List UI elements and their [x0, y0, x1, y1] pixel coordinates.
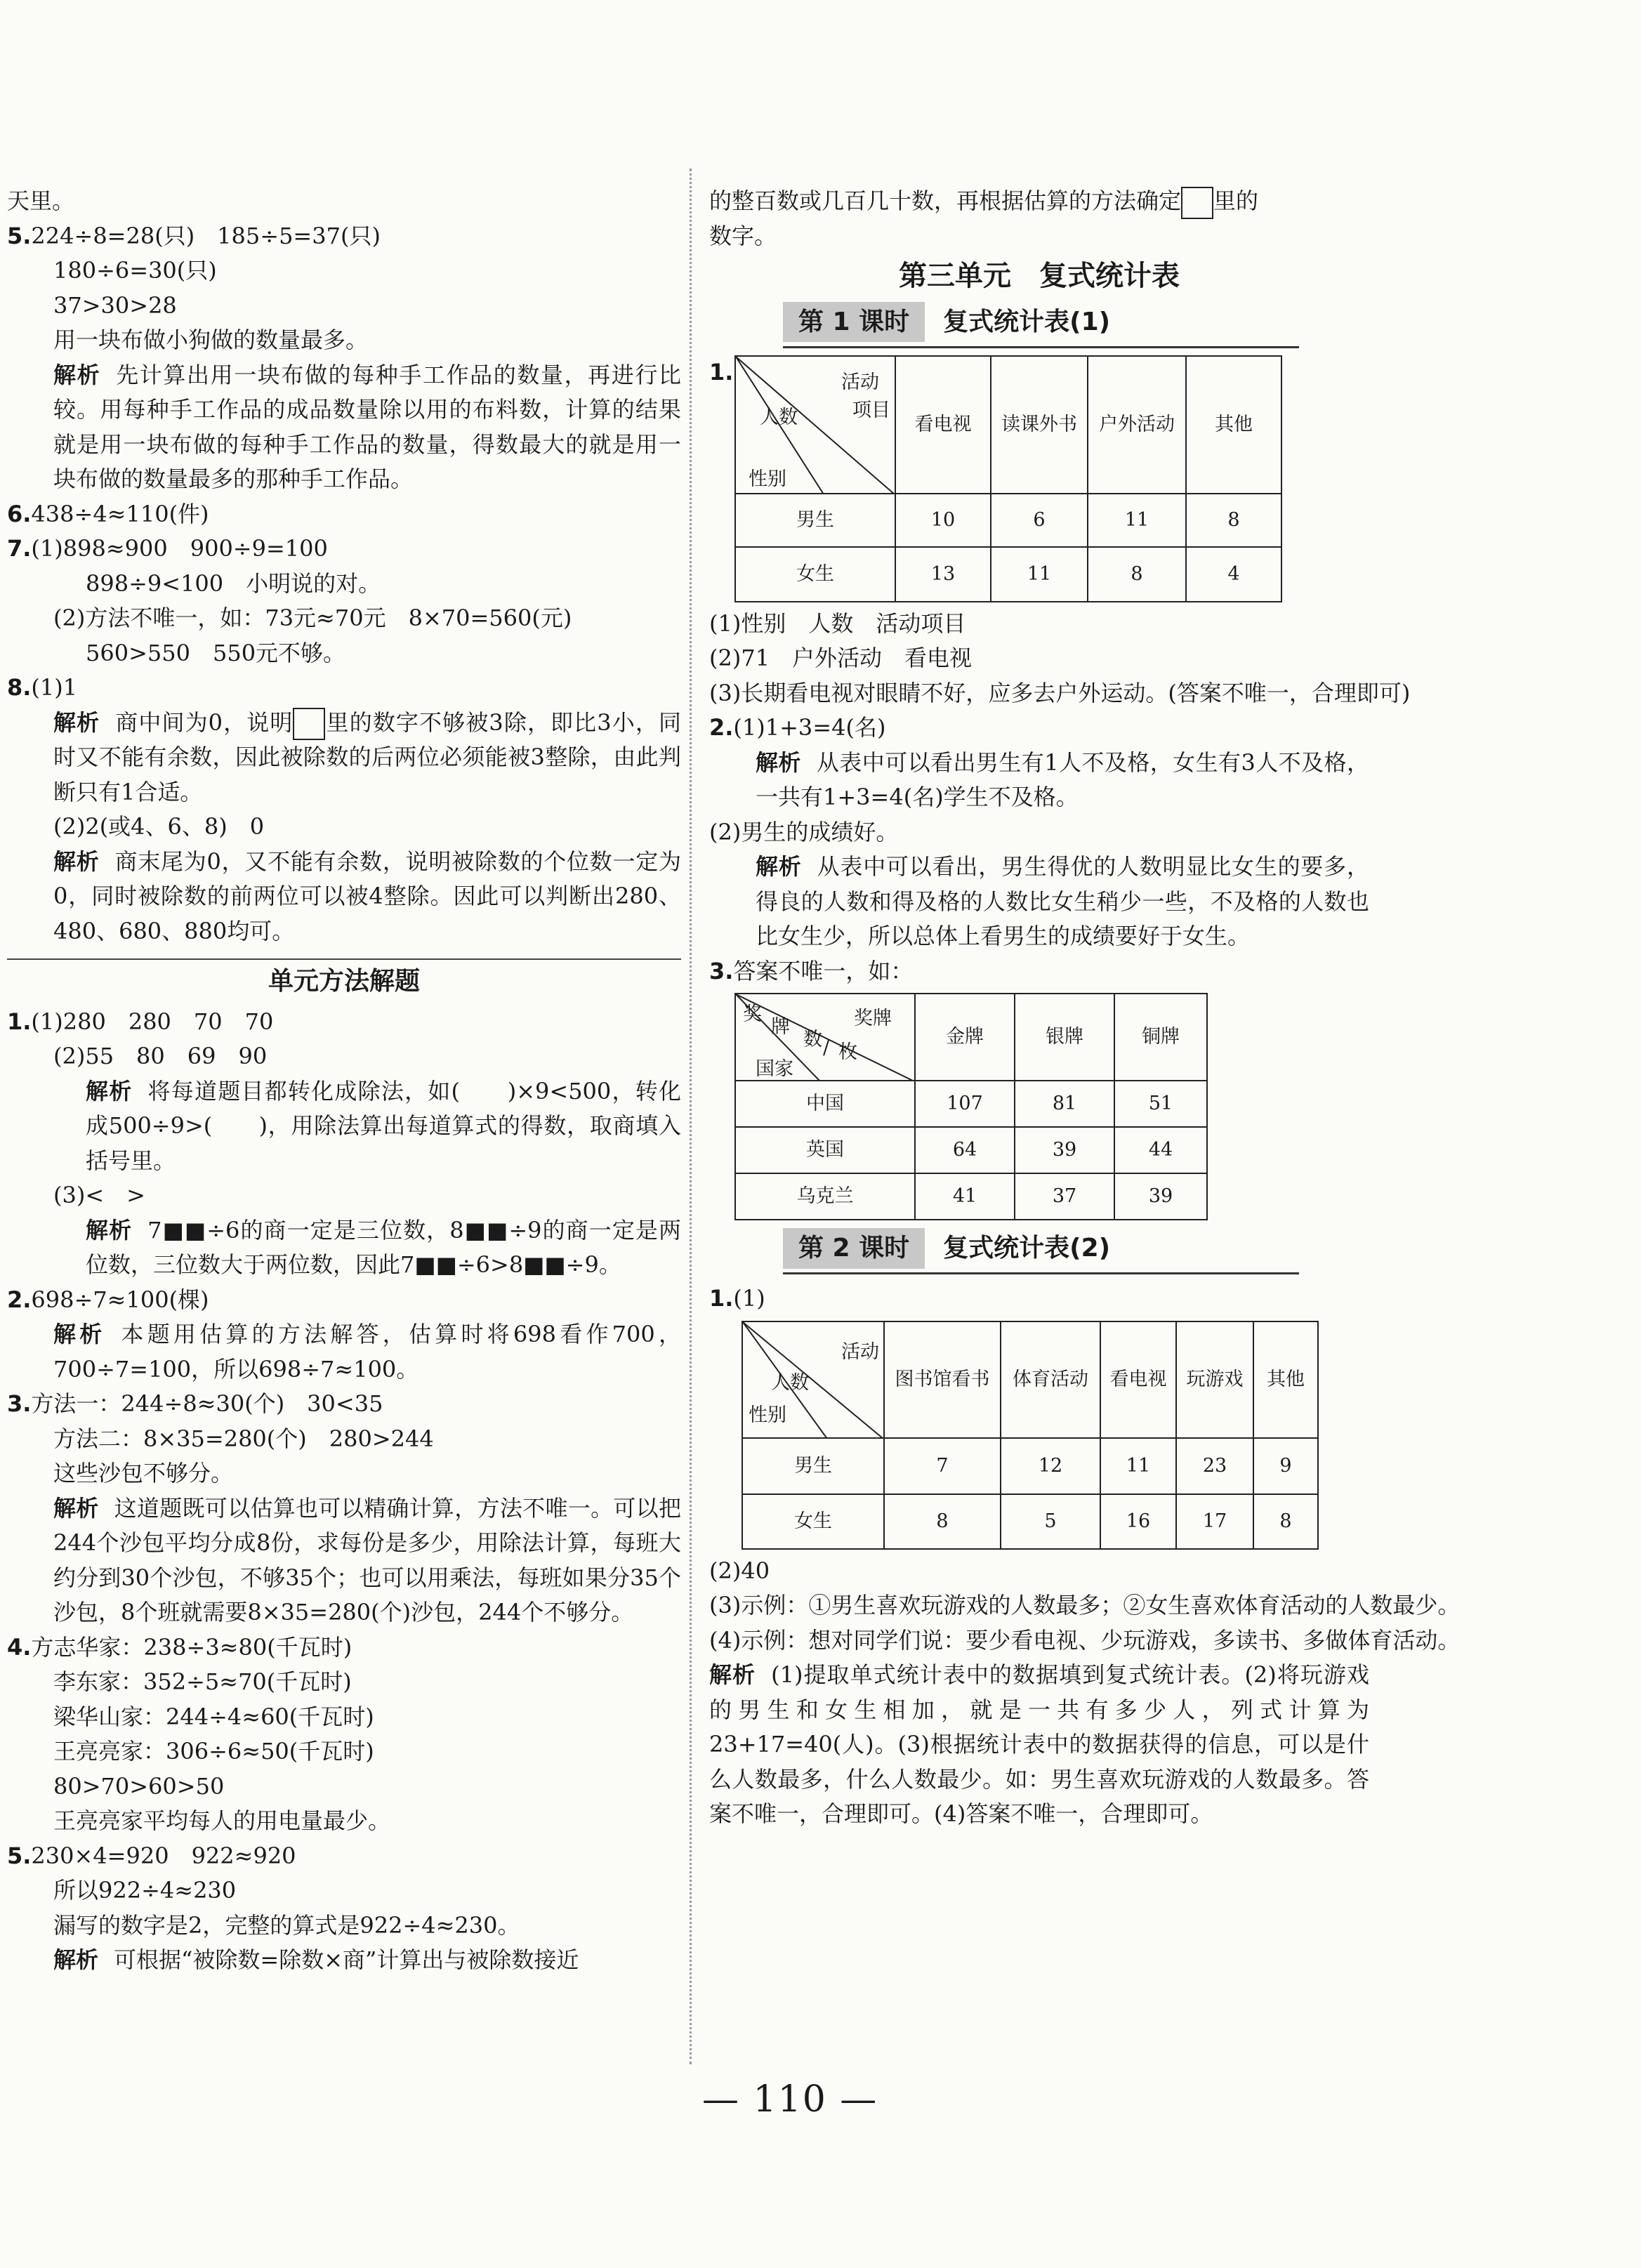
answer-line — [709, 1623, 1461, 1659]
right-column — [709, 184, 1461, 1832]
table-cell: 81 — [1015, 1081, 1114, 1127]
answer-line — [709, 641, 1369, 676]
answer-text: 这道题既可以估算也可以精确计算，方法不唯一。可以把244个沙包平均分成8份，求每份是多少，用除法计算，每班大约分到30个沙包，不够35个；也可以用乘法，每班如果分35个沙包，8个班就需要8×35=280(个)沙包，244个不够分。 — [53, 1494, 681, 1626]
carryover-line — [709, 184, 1369, 219]
column-header: 铜牌 — [1114, 994, 1207, 1081]
table-row — [735, 1081, 1207, 1127]
table-cell: 8 — [1088, 547, 1186, 602]
table-row — [742, 1494, 1318, 1549]
table-corner — [735, 356, 895, 494]
column-header: 看电视 — [895, 356, 991, 494]
corner-label: 性别 — [749, 1404, 786, 1426]
answer-line — [7, 1943, 681, 1978]
answer-text: (1)1 — [31, 674, 78, 701]
answer-line — [7, 497, 681, 532]
analysis-label: 解析 — [709, 1661, 756, 1688]
answer-text: (1)280 280 70 70 — [31, 1008, 274, 1035]
corner-label: / — [823, 1037, 830, 1059]
answer-line — [7, 1734, 681, 1769]
answer-text: 方法二：8×35=280(个) 280>244 — [53, 1425, 434, 1452]
column-header: 银牌 — [1015, 994, 1114, 1081]
answer-text: 698÷7≈100(棵) — [31, 1286, 209, 1313]
table-cell: 37 — [1015, 1173, 1114, 1220]
answer-text: 王亮亮家：306÷6≈50(千瓦时) — [53, 1738, 374, 1765]
answer-line — [7, 1769, 681, 1805]
q8-analysis-1-pre: 商中间为0，说明 — [115, 708, 294, 736]
answer-text: (3)长期看电视对眼睛不好，应多去户外运动。(答案不唯一，合理即可) — [709, 679, 1411, 706]
row-label: 英国 — [735, 1127, 915, 1173]
corner-label: 奖牌 — [854, 1008, 892, 1029]
analysis-label: 解析 — [53, 848, 100, 875]
table-cell: 23 — [1176, 1438, 1253, 1494]
table-cell: 5 — [1001, 1494, 1100, 1549]
table-cell: 11 — [1100, 1438, 1176, 1494]
answer-line — [709, 746, 1369, 815]
corner-label: 人数 — [771, 1371, 809, 1394]
answer-text: (2)55 80 69 90 — [53, 1043, 268, 1069]
column-header: 体育活动 — [1001, 1321, 1100, 1438]
question-number: 7. — [7, 535, 32, 562]
column-divider — [690, 169, 692, 2064]
answer-line — [7, 358, 681, 497]
column-header: 金牌 — [915, 994, 1015, 1081]
table-corner — [735, 994, 915, 1081]
table-cell: 17 — [1176, 1494, 1253, 1549]
table-row — [735, 1127, 1207, 1173]
question-number: 5. — [7, 222, 32, 249]
answer-text: (3)< > — [53, 1182, 145, 1208]
answer-text: 438÷4≈110(件) — [31, 500, 209, 527]
answer-text: 7■■÷6的商一定是三位数，8■■÷9的商一定是两位数，三位数大于两位数，因此7■■÷6>8■■÷9。 — [86, 1216, 681, 1278]
stat-table-1 — [734, 355, 1282, 602]
table-cell: 6 — [991, 494, 1088, 547]
answer-line — [7, 1456, 681, 1491]
analysis-label: 解析 — [756, 853, 802, 880]
lesson-title: 复式统计表(2) — [943, 1234, 1111, 1263]
answer-text: 这些沙包不够分。 — [53, 1460, 234, 1486]
column-header: 其他 — [1253, 1321, 1318, 1438]
analysis-label: 解析 — [53, 1946, 99, 1973]
answer-text: (1)898≈900 900÷9=100 — [31, 535, 328, 562]
answer-line — [709, 815, 1369, 850]
table-cell: 51 — [1114, 1081, 1207, 1127]
table-cell: 11 — [1088, 494, 1186, 547]
answer-line — [7, 1422, 681, 1457]
unit-title: 第三单元 复式统计表 — [899, 260, 1180, 292]
question-number: 2. — [709, 714, 734, 741]
lesson-2-header — [783, 1225, 1299, 1274]
answer-text: 漏写的数字是2，完整的算式是922÷4≈230。 — [53, 1911, 520, 1939]
analysis-label: 解析 — [86, 1216, 133, 1244]
answer-text: 80>70>60>50 — [53, 1772, 225, 1800]
column-header: 读课外书 — [991, 356, 1088, 494]
table-cell: 64 — [915, 1127, 1015, 1173]
row-label: 乌克兰 — [735, 1173, 915, 1220]
blank-box — [293, 708, 325, 740]
answer-text: 将每道题目都转化成除法，如( )×9<500，转化成500÷9>( )，用除法算出每道算式的得数，取商填入括号里。 — [86, 1077, 681, 1174]
answer-text: 898÷9<100 小明说的对。 — [86, 569, 381, 597]
q8-analysis-1-post: 里的数字不够被3除，即比3小，同时又不能有余数，因此被除数的后两位必须能被3整除，由此判断只有1合适。 — [53, 708, 681, 805]
corner-label: 数 — [803, 1029, 822, 1050]
q1-block — [709, 355, 1369, 602]
lesson2-answers — [709, 1554, 1461, 1832]
table-row — [735, 547, 1281, 602]
answer-text: 先计算出用一块布做的每种手工作品的数量，再进行比较。用每种手工作品的成品数量除以用的布料数，计算的结果就是用一块布做的每种手工作品的数量，得数最大的就是用一块布做的数量最多的那种手工作品。 — [53, 361, 681, 492]
question-number: 1. — [709, 358, 734, 385]
answer-line — [7, 1213, 681, 1283]
answer-line — [7, 1908, 681, 1944]
table-cell: 9 — [1253, 1438, 1318, 1494]
question-number: 4. — [7, 1633, 32, 1661]
table-cell: 107 — [915, 1081, 1015, 1127]
lesson-badge: 第 1 课时 — [783, 302, 925, 343]
row-label: 女生 — [735, 547, 895, 602]
answer-line — [709, 1588, 1461, 1623]
blank-box — [1181, 187, 1213, 219]
stat-table-2 — [742, 1321, 1319, 1550]
row-label: 中国 — [735, 1081, 915, 1127]
table-cell: 11 — [991, 547, 1088, 602]
corner-label: 活动 — [841, 1340, 879, 1363]
table-corner — [742, 1321, 884, 1438]
answer-line — [7, 1630, 681, 1666]
answer-line — [7, 1700, 681, 1735]
answer-line — [7, 601, 681, 636]
carryover-line-2: 数字。 — [709, 222, 777, 249]
page-number: — 110 — — [702, 2078, 878, 2121]
q1-answers — [709, 607, 1411, 711]
table-cell: 7 — [884, 1438, 1001, 1494]
answer-line — [7, 1491, 681, 1630]
answer-text: 37>30>28 — [53, 291, 177, 319]
table-cell: 39 — [1114, 1173, 1207, 1220]
answer-text: (4)示例：想对同学们说：要少看电视、少玩游戏，多读书、多做体育活动。 — [709, 1626, 1461, 1654]
answer-line — [7, 1283, 681, 1318]
analysis-label: 解析 — [53, 1494, 99, 1522]
lesson-badge: 第 2 课时 — [783, 1228, 925, 1269]
table-row — [735, 1173, 1207, 1220]
corner-label: 奖 — [743, 1003, 762, 1025]
answer-line — [7, 184, 681, 219]
q2-1-line — [709, 1281, 1369, 1317]
left-column — [7, 184, 681, 1978]
answer-line — [709, 607, 1369, 642]
answer-line — [7, 1317, 681, 1387]
corner-label: 国家 — [756, 1058, 793, 1080]
question-number: 8. — [7, 674, 32, 701]
corner-label: 性别 — [749, 468, 786, 490]
answer-text: 180÷6=30(只) — [53, 257, 217, 284]
answer-text: (2)方法不唯一，如：73元≈70元 8×70=560(元) — [53, 605, 572, 631]
answer-text: (1)性别 人数 活动项目 — [709, 609, 966, 637]
answer-line — [7, 323, 681, 358]
answer-text: (1)1+3=4(名) — [733, 714, 886, 741]
q2-answers — [709, 711, 1369, 989]
answer-line — [7, 1039, 681, 1074]
answer-line — [7, 1178, 681, 1213]
question-number: 2. — [7, 1286, 32, 1313]
table-row — [742, 1438, 1318, 1494]
answer-line — [7, 1387, 681, 1422]
question-number: 3. — [709, 957, 734, 984]
table-cell: 12 — [1001, 1438, 1100, 1494]
answer-text: (2)男生的成绩好。 — [709, 818, 899, 845]
column-header: 图书馆看书 — [884, 1321, 1001, 1438]
q8-analysis-2-text: 商末尾为0，又不能有余数，说明被除数的个位数一定为0，同时被除数的前两位可以被4整除。因此可以判断出280、480、680、880均可。 — [53, 848, 681, 944]
table-cell: 8 — [1186, 494, 1281, 547]
answer-text: 方法一：244÷8≈30(个) 30<35 — [31, 1390, 383, 1417]
q2-1-text: (1) — [733, 1285, 765, 1312]
row-label: 男生 — [735, 494, 895, 547]
analysis-label: 解析 — [53, 708, 100, 736]
analysis-label: 解析 — [86, 1077, 133, 1105]
answer-line — [709, 676, 1411, 711]
analysis-label: 解析 — [756, 749, 801, 776]
stat-table-3 — [734, 993, 1208, 1220]
row-label: 女生 — [742, 1494, 884, 1549]
corner-label: 枚 — [838, 1041, 857, 1063]
table-cell: 10 — [895, 494, 991, 547]
left-answers-part1 — [7, 184, 681, 706]
question-number: 5. — [7, 1842, 32, 1869]
answer-text: 方志华家：238÷3≈80(千瓦时) — [31, 1633, 352, 1661]
column-header: 其他 — [1186, 356, 1281, 494]
table-cell: 4 — [1186, 547, 1281, 602]
lesson-title: 复式统计表(1) — [943, 307, 1111, 336]
answer-line — [709, 1658, 1369, 1832]
corner-label: 人数 — [760, 406, 798, 428]
table-row — [735, 494, 1281, 547]
answer-text: 用一块布做小狗做的数量最多。 — [53, 327, 369, 353]
answer-line — [7, 1873, 681, 1908]
section-title: 单元方法解题 — [7, 958, 681, 999]
answer-text: 224÷8=28(只) 185÷5=37(只) — [31, 222, 381, 249]
corner-label: 项目 — [852, 399, 890, 421]
column-header: 玩游戏 — [1176, 1321, 1253, 1438]
answer-text: 李东家：352÷5≈70(千瓦时) — [53, 1668, 352, 1695]
q8-analysis-1 — [7, 706, 681, 810]
q8-part2: (2)2(或4、6、8) 0 — [53, 813, 265, 840]
answer-line — [7, 289, 681, 324]
table-cell: 8 — [1253, 1494, 1318, 1549]
answer-text: 从表中可以看出，男生得优的人数明显比女生的要多，得良的人数和得及格的人数比女生稍少一些，不及格的人数也比女生少，所以总体上看男生的成绩要好于女生。 — [756, 853, 1369, 949]
answer-line — [7, 1074, 681, 1179]
corner-label: 活动 — [841, 371, 879, 393]
question-number: 3. — [7, 1390, 32, 1417]
question-number: 1. — [7, 1008, 32, 1035]
table-cell: 8 — [884, 1494, 1001, 1549]
table-cell: 41 — [915, 1173, 1015, 1220]
q8-analysis-2 — [7, 845, 681, 949]
answer-line — [709, 1554, 1369, 1589]
answer-text: (2)40 — [709, 1557, 770, 1584]
answer-text: 230×4=920 922≈920 — [31, 1842, 296, 1869]
row-label: 男生 — [742, 1438, 884, 1494]
answer-line — [709, 954, 1369, 989]
answer-text: 梁华山家：244÷4≈60(千瓦时) — [53, 1703, 374, 1730]
answer-line — [7, 1665, 681, 1700]
answer-text: 560>550 550元不够。 — [86, 639, 346, 666]
left-answers-part2 — [7, 1005, 681, 1978]
answer-text: (3)示例：①男生喜欢玩游戏的人数最多；②女生喜欢体育活动的人数最少。 — [709, 1592, 1461, 1618]
answer-line — [7, 1839, 681, 1874]
table-cell: 16 — [1100, 1494, 1176, 1549]
answer-line — [7, 253, 681, 289]
question-number: 6. — [7, 500, 32, 527]
answer-line — [7, 532, 681, 567]
answer-text: 本题用估算的方法解答，估算时将698看作700，700÷7=100，所以698÷7≈100。 — [53, 1321, 681, 1383]
answer-text: (1)提取单式统计表中的数据填到复式统计表。(2)将玩游戏的男生和女生相加，就是一共有多少人，列式计算为23+17=40(人)。(3)根据统计表中的数据获得的信息，可以是什么人数最多，什么人数最少。如：男生喜欢玩游戏的人数最多。答案不唯一，合理即可。(4)答案不唯一，合理即可。 — [709, 1661, 1369, 1827]
answer-text: 答案不唯一，如： — [733, 957, 914, 984]
answer-line — [7, 636, 681, 671]
answer-line — [7, 567, 681, 602]
answer-line — [709, 711, 1369, 746]
corner-label: 牌 — [771, 1016, 790, 1038]
carryover-post: 里的 — [1213, 187, 1259, 214]
analysis-label: 解析 — [53, 1321, 106, 1347]
answer-line — [7, 671, 681, 706]
analysis-label: 解析 — [53, 361, 101, 388]
answer-line — [7, 219, 681, 254]
answer-text: 从表中可以看出男生有1人不及格，女生有3人不及格，一共有1+3=4(名)学生不及格。 — [756, 749, 1369, 810]
column-header: 看电视 — [1100, 1321, 1176, 1438]
column-header: 户外活动 — [1088, 356, 1186, 494]
answer-text: (2)71 户外活动 看电视 — [709, 645, 973, 671]
table-cell: 44 — [1114, 1127, 1207, 1173]
table-cell: 39 — [1015, 1127, 1114, 1173]
question-number: 1. — [709, 1285, 734, 1312]
table-cell: 13 — [895, 547, 991, 602]
answer-text: 所以922÷4≈230 — [53, 1877, 237, 1904]
answer-line — [7, 1005, 681, 1040]
answer-line — [7, 1804, 681, 1839]
answer-line — [709, 850, 1369, 954]
answer-text: 天里。 — [7, 187, 75, 214]
carryover-pre: 的整百数或几百几十数，再根据估算的方法确定 — [709, 187, 1182, 214]
answer-text: 可根据“被除数=除数×商”计算出与被除数接近 — [114, 1946, 579, 1973]
lesson-1-header — [783, 298, 1299, 348]
answer-text: 王亮亮家平均每人的用电量最少。 — [53, 1807, 391, 1834]
